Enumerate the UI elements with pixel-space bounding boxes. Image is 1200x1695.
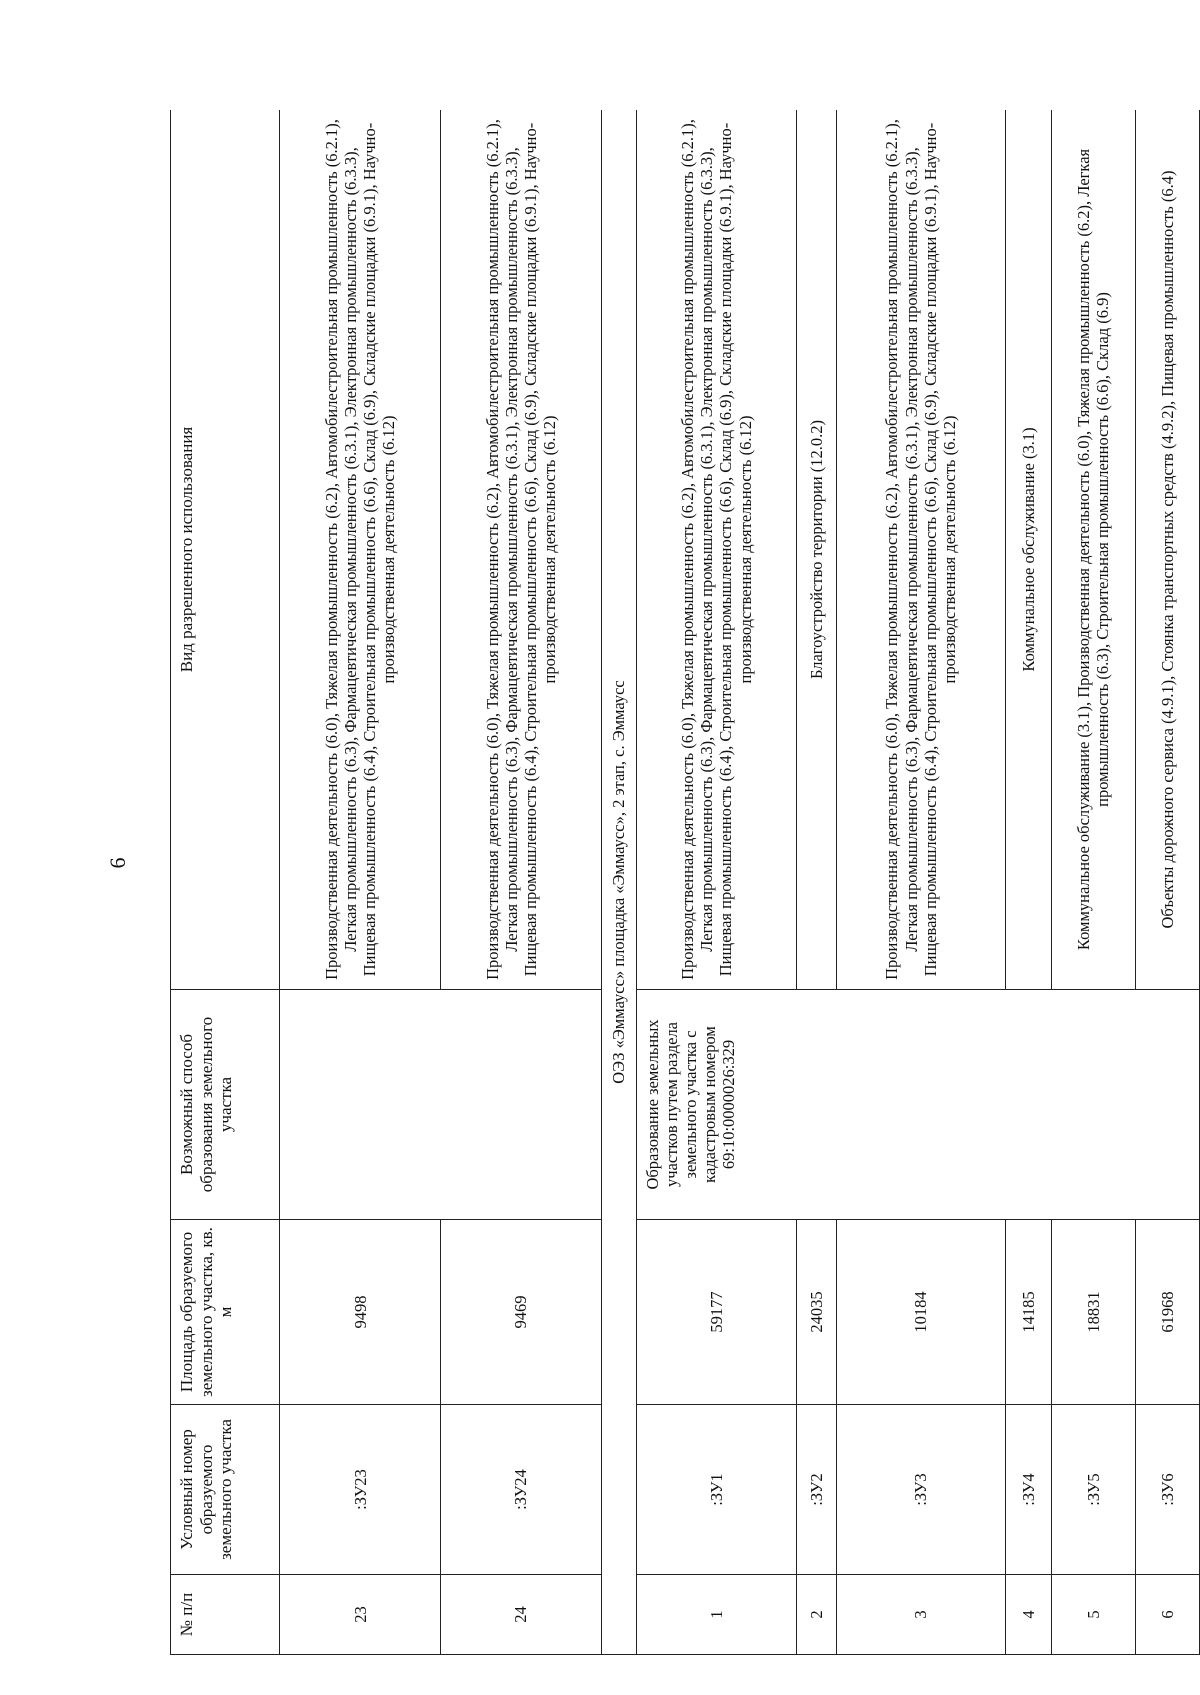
table-row (1052, 110, 1136, 1655)
table-row (797, 110, 837, 1655)
row-area: 9469 (441, 1220, 602, 1405)
row-code: :ЗУ24 (441, 1405, 602, 1575)
row-use: Объекты дорожного сервиса (4.9.1), Стоянка транспортных средств (4.9.2), Пищевая промышленность (6.4) (1135, 110, 1199, 990)
row-code: :ЗУ3 (836, 1405, 1005, 1575)
row-use: Производственная деятельность (6.0), Тяжелая промышленность (6.2), Автомобилестроительная промышленность (6.2.1), Легкая промышленность (6.3), Фармацевтическая промышленность (6.3.1), Электронная промышленность (6.3.3), Пищевая промышленность (6.4), Строительная промышленность (6.6), Склад (6.9), Складские площадки (6.9.1), Научно-производственная деятельность (6.12) (280, 110, 441, 990)
header-code: Условный номер образуемого земельного участка (171, 1405, 280, 1575)
header-row (171, 110, 280, 1655)
row-code: :ЗУ2 (797, 1405, 837, 1575)
row-area: 18831 (1052, 1220, 1136, 1405)
row-area: 10184 (836, 1220, 1005, 1405)
section-row (601, 110, 636, 1655)
row-num: 5 (1052, 1575, 1136, 1655)
table-row (1135, 110, 1199, 1655)
table-row (280, 110, 441, 1655)
row-use: Коммунальное обслуживание (3.1) (1005, 110, 1052, 990)
row-use: Благоустройство территории (12.0.2) (797, 110, 837, 990)
land-plots-table (170, 110, 1200, 1655)
row-code: :ЗУ5 (1052, 1405, 1136, 1575)
row-num: 2 (797, 1575, 837, 1655)
header-area: Площадь образуемого земельного участка, кв. м (171, 1220, 280, 1405)
page-number: 6 (105, 857, 130, 869)
row-num: 24 (441, 1575, 602, 1655)
row-method-empty (280, 990, 601, 1220)
row-method: Образование земельных участков путем раздела земельного участка с кадастровым номером 69:10:0000026:329 (636, 990, 1199, 1220)
row-num: 4 (1005, 1575, 1052, 1655)
table-row (636, 110, 797, 1655)
row-area: 9498 (280, 1220, 441, 1405)
row-area: 61968 (1135, 1220, 1199, 1405)
row-use: Производственная деятельность (6.0), Тяжелая промышленность (6.2), Автомобилестроительная промышленность (6.2.1), Легкая промышленность (6.3), Фармацевтическая промышленность (6.3.1), Электронная промышленность (6.3.3), Пищевая промышленность (6.4), Строительная промышленность (6.6), Склад (6.9), Складские площадки (6.9.1), Научно-производственная деятельность (6.12) (441, 110, 602, 990)
section-title: ОЭЗ «Эммаусс» площадка «Эммаусс», 2 этап, с. Эммаусс (601, 110, 636, 1655)
row-num: 1 (636, 1575, 797, 1655)
row-use: Производственная деятельность (6.0), Тяжелая промышленность (6.2), Автомобилестроительная промышленность (6.2.1), Легкая промышленность (6.3), Фармацевтическая промышленность (6.3.1), Электронная промышленность (6.3.3), Пищевая промышленность (6.4), Строительная промышленность (6.6), Склад (6.9), Складские площадки (6.9.1), Научно-производственная деятельность (6.12) (636, 110, 797, 990)
table-row (836, 110, 1005, 1655)
table-row (441, 110, 602, 1655)
row-code: :ЗУ4 (1005, 1405, 1052, 1575)
row-num: 6 (1135, 1575, 1199, 1655)
header-method: Возможный способ образования земельного участка (171, 990, 280, 1220)
document-table-frame (170, 110, 1200, 1655)
row-use: Производственная деятельность (6.0), Тяжелая промышленность (6.2), Автомобилестроительная промышленность (6.2.1), Легкая промышленность (6.3), Фармацевтическая промышленность (6.3.1), Электронная промышленность (6.3.3), Пищевая промышленность (6.4), Строительная промышленность (6.6), Склад (6.9), Складские площадки (6.9.1), Научно-производственная деятельность (6.12) (836, 110, 1005, 990)
row-code: :ЗУ1 (636, 1405, 797, 1575)
table-row (1005, 110, 1052, 1655)
row-area: 14185 (1005, 1220, 1052, 1405)
row-code: :ЗУ23 (280, 1405, 441, 1575)
row-num: 23 (280, 1575, 441, 1655)
row-area: 59177 (636, 1220, 797, 1405)
row-code: :ЗУ6 (1135, 1405, 1199, 1575)
row-use: Коммунальное обслуживание (3.1), Производственная деятельность (6.0), Тяжелая промышленность (6.2), Легкая промышленность (6.3), Строительная промышленность (6.6), Склад (6.9) (1052, 110, 1136, 990)
row-area: 24035 (797, 1220, 837, 1405)
header-num: № п/п (171, 1575, 280, 1655)
header-use: Вид разрешенного использования (171, 110, 280, 990)
rotated-table-wrapper (170, 110, 1200, 1655)
row-num: 3 (836, 1575, 1005, 1655)
